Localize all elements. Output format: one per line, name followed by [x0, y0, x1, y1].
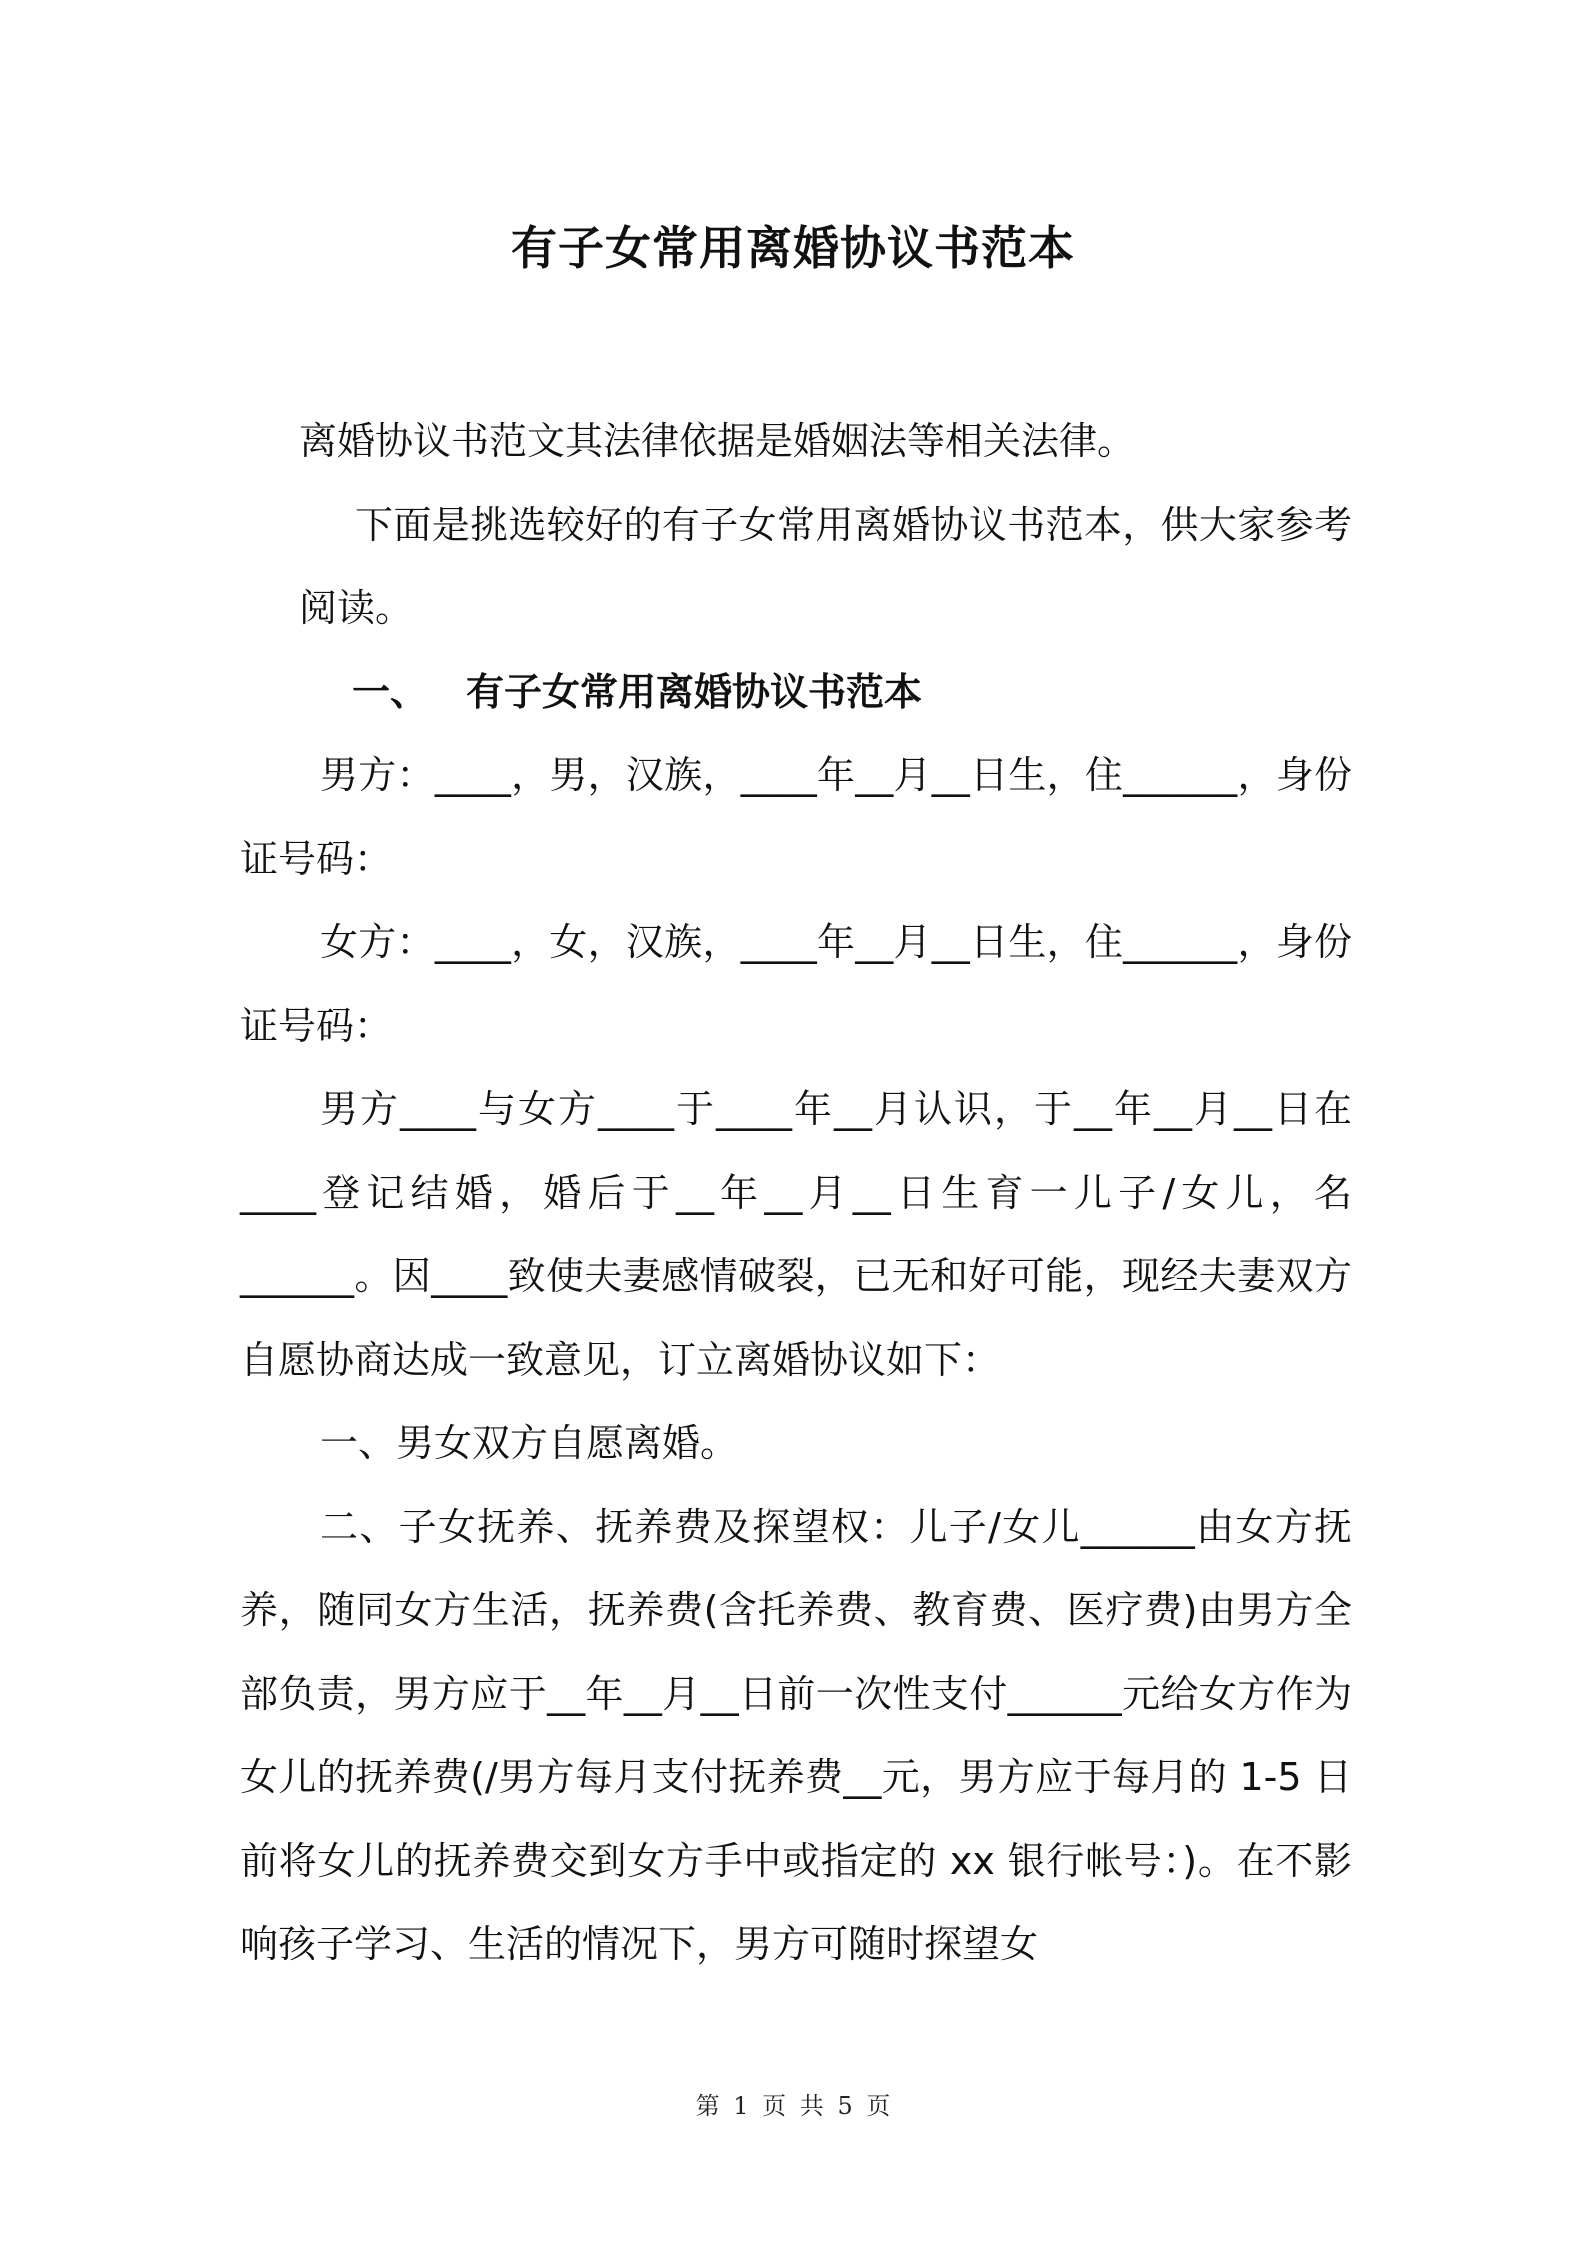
- document-body: [240, 400, 1352, 1987]
- clause-paragraph: 二、子女抚养、抚养费及探望权：儿子/女儿______由女方抚养，随同女方生活，抚养费(含托养费、教育费、医疗费)由男方全部负责，男方应于__年__月__日前一次性支付______元给女方作为女儿的抚养费(/男方每月支付抚养费__元，男方应于每月的 1-5 日前将女儿的抚养费交到女方手中或指定的 xx 银行帐号：)。在不影响孩子学习、生活的情况下，男方可随时探望女: [240, 1504, 1352, 1966]
- section-number: 一、: [352, 669, 429, 714]
- clause-paragraph: 女方：____，女，汉族，____年__月__日生，住______，身份证号码：: [240, 920, 1352, 1048]
- document-title: 有子女常用离婚协议书范本: [511, 221, 1075, 275]
- intro-paragraph: 离婚协议书范文其法律依据是婚姻法等相关法律。: [299, 419, 1136, 463]
- intro-paragraph: 下面是挑选较好的有子女常用离婚协议书范本，供大家参考阅读。: [299, 502, 1352, 630]
- section-heading-text: 有子女常用离婚协议书范本: [466, 669, 923, 714]
- page-number-footer: 第 1 页 共 5 页: [695, 2092, 891, 2120]
- clause-paragraph: 一、男女双方自愿离婚。: [320, 1421, 739, 1465]
- section-heading: [240, 651, 1352, 735]
- clause-paragraph: 男方____与女方____于____年__月认识，于__年__月__日在____登记结婚，婚后于__年__月__日生育一儿子/女儿，名______。因____致使夫妻感情破裂，已无和好可能，现经夫妻双方自愿协商达成一致意见，订立离婚协议如下：: [240, 1087, 1352, 1382]
- clause-paragraph: 男方：____，男，汉族，____年__月__日生，住______，身份证号码：: [240, 753, 1352, 881]
